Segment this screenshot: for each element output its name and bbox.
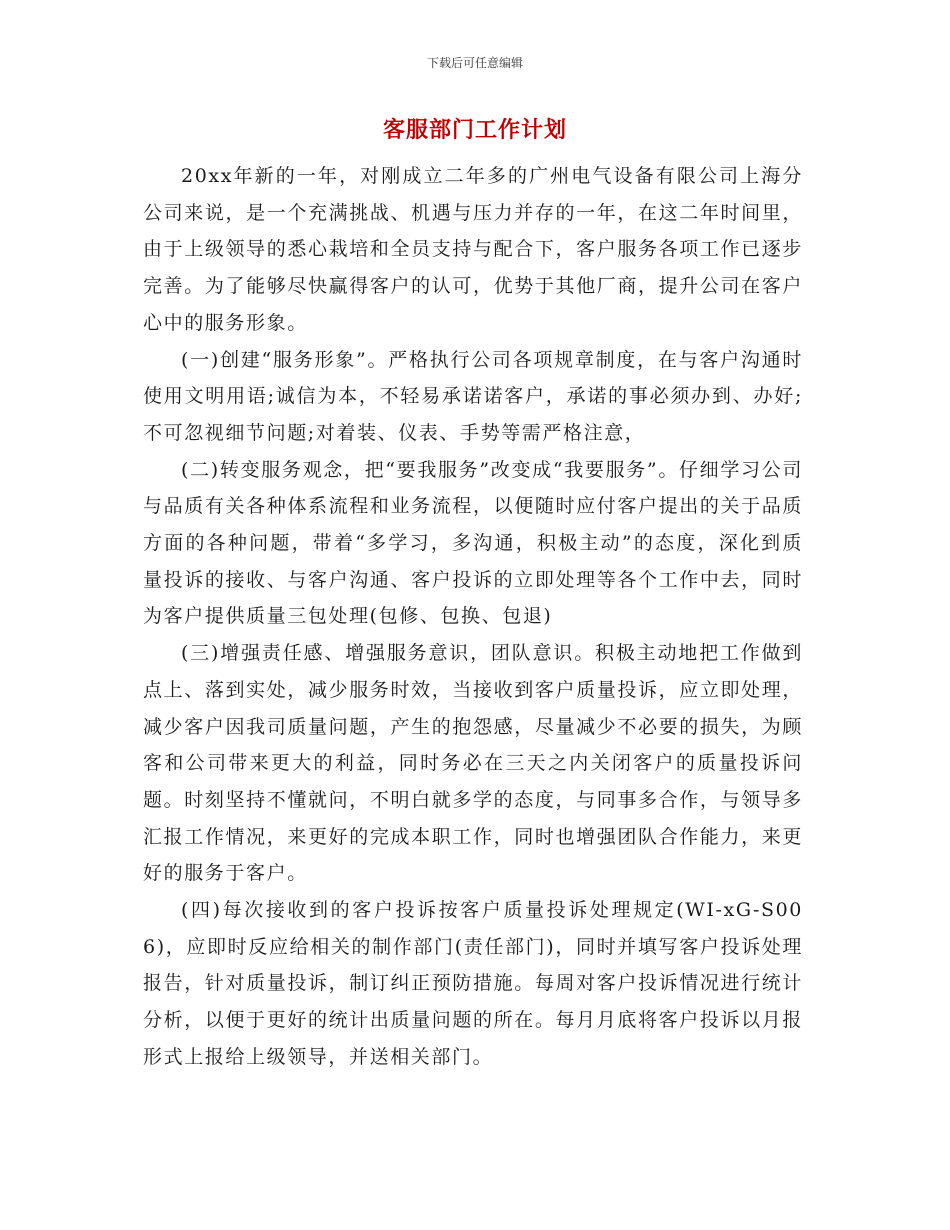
paragraph-3: (三)增强责任感、增强服务意识，团队意识。积极主动地把工作做到点上、落到实处，减少服务时效，当接收到客户质量投诉，应立即处理，减少客户因我司质量问题，产生的抱怨感，尽量减少不必要的损失，为顾客和公司带来更大的利益，同时务必在三天之内关闭客户的质量投诉问题。时刻坚持不懂就问，不明白就多学的态度，与同事多合作，与领导多汇报工作情况，来更好的完成本职工作，同时也增强团队合作能力，来更好的服务于客户。 [143, 642, 803, 885]
document-title: 客服部门工作计划 [382, 117, 567, 143]
paragraph-2: (二)转变服务观念，把“要我服务”改变成“我要服务”。仔细学习公司与品质有关各种体系流程和业务流程，以便随时应付客户提出的关于品质方面的各种问题，带着“多学习，多沟通，积极主动”的态度，深化到质量投诉的接收、与客户沟通、客户投诉的立即处理等各个工作中去，同时为客户提供质量三包处理(包修、包换、包退) [143, 458, 803, 628]
header-note: 下载后可任意编辑 [426, 56, 523, 70]
paragraph-4: (四)每次接收到的客户投诉按客户质量投诉处理规定(WI-xG-S006)，应即时反应给相关的制作部门(责任部门)，同时并填写客户投诉处理报告，针对质量投诉，制订纠正预防措施。每周对客户投诉情况进行统计分析，以便于更好的统计出质量问题的所在。每月月底将客户投诉以月报形式上报给上级领导，并送相关部门。 [143, 899, 803, 1068]
paragraph-intro: 20xx年新的一年，对刚成立二年多的广州电气设备有限公司上海分公司来说，是一个充满挑战、机遇与压力并存的一年，在这二年时间里，由于上级领导的悉心栽培和全员支持与配合下，客户服务各项工作已逐步完善。为了能够尽快赢得客户的认可，优势于其他厂商，提升公司在客户心中的服务形象。 [143, 165, 803, 334]
paragraph-1: (一)创建“服务形象”。严格执行公司各项规章制度，在与客户沟通时使用文明用语;诚信为本，不轻易承诺诺客户，承诺的事必须办到、办好;不可忽视细节问题;对着装、仪表、手势等需严格注意， [143, 348, 803, 444]
document-body [143, 158, 803, 1076]
